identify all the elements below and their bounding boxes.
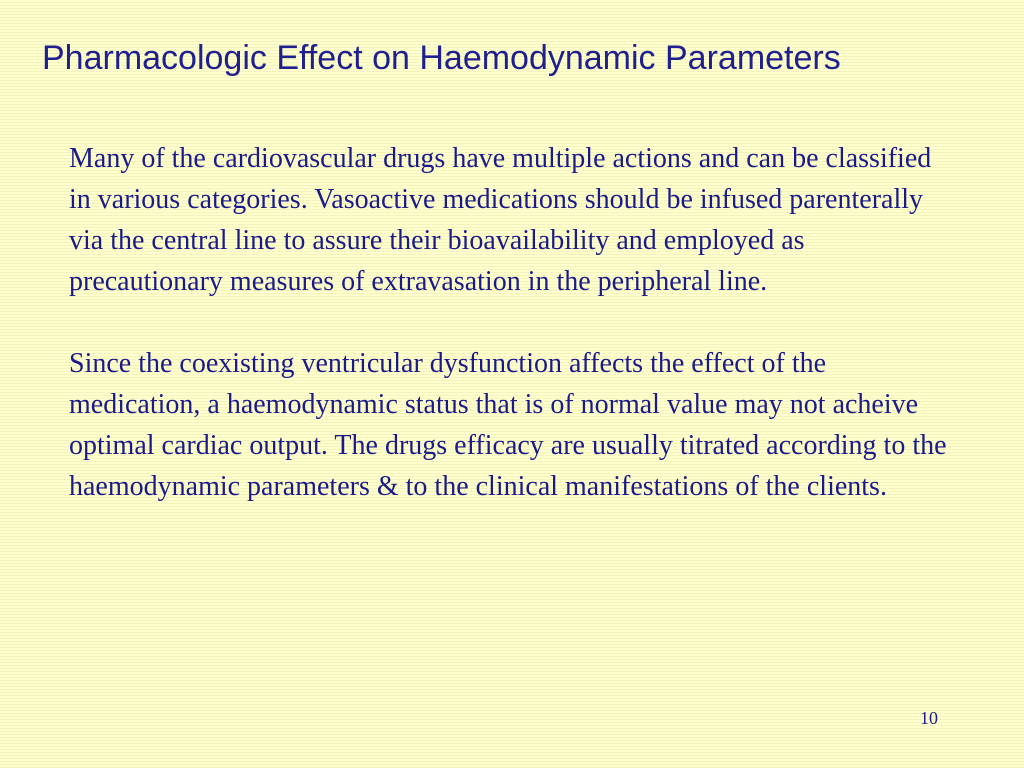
page-number: 10 [920, 708, 938, 728]
slide-body [69, 138, 959, 507]
slide-title: Pharmacologic Effect on Haemodynamic Parameters [42, 39, 841, 77]
body-paragraph-2: Since the coexisting ventricular dysfunction affects the effect of the medication, a haemodynamic status that is of normal value may not acheive optimal cardiac output. The drugs efficacy are usually titrated according to the haemodynamic parameters & to the clinical manifestations of the clients. [69, 348, 947, 502]
body-paragraph-1: Many of the cardiovascular drugs have multiple actions and can be classified in various categories. Vasoactive medications should be infused parenterally via the central line to assure their bioavailability and employed as precautionary measures of extravasation in the peripheral line. [69, 143, 932, 297]
